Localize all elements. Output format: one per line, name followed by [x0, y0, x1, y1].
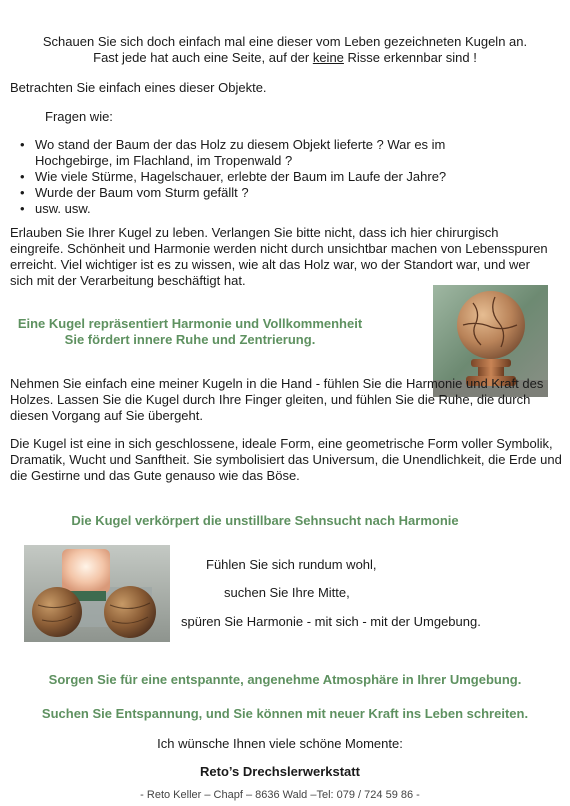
intro-line-2-start: Fast jede hat auch eine Seite, auf der — [93, 50, 313, 65]
questions-heading: Fragen wie: — [45, 109, 113, 124]
question-item: • usw. usw. — [35, 201, 570, 217]
wish-text: Ich wünsche Ihnen viele schöne Momente: — [157, 736, 403, 751]
intro-line-2 — [0, 50, 570, 66]
feel-line-2: suchen Sie Ihre Mitte, — [224, 585, 350, 600]
contact-line: - Reto Keller – Chapf – 8636 Wald –Tel: 079 / 724 59 86 - — [140, 789, 420, 801]
feel-line-3: spüren Sie Harmonie - mit sich - mit der Umgebung. — [181, 614, 481, 629]
photo-salt-lamp-with-spheres — [24, 545, 170, 642]
heading-relax: Suchen Sie Entspannung, und Sie können mit neuer Kraft ins Leben schreiten. — [41, 706, 529, 721]
intro-underlined-word: keine — [312, 50, 344, 65]
observe-text: Betrachten Sie einfach eines dieser Objekte. — [10, 80, 267, 95]
heading-harmony-1: Eine Kugel repräsentiert Harmonie und Vollkommenheit — [17, 316, 363, 331]
question-item: • Wurde der Baum vom Sturm gefällt ? — [35, 185, 570, 201]
paragraph-hand: Nehmen Sie einfach eine meiner Kugeln in die Hand - fühlen Sie die Harmonie und Kraft des Holzes. Lassen Sie die Kugel durch Ihre Finger gleiten, und fühlen Sie die Ruhe, die durch diesen Vorgang auf Sie übergeht. — [10, 376, 544, 423]
questions-list — [10, 137, 570, 217]
intro-line-1: Schauen Sie sich doch einfach mal eine dieser vom Leben gezeichneten Kugeln an. — [42, 34, 528, 49]
heading-atmosphere: Sorgen Sie für eine entspannte, angenehme Atmosphäre in Ihrer Umgebung. — [48, 672, 522, 687]
intro-line-2-end: Risse erkennbar sind ! — [343, 50, 477, 65]
question-item: • Wie viele Stürme, Hagelschauer, erlebte der Baum im Laufe der Jahre? — [35, 169, 570, 185]
heading-harmony-2: Sie fördert innere Ruhe und Zentrierung. — [64, 332, 316, 347]
question-item: • Wo stand der Baum der das Holz zu diesem Objekt lieferte ? War es im Hochgebirge, im Flachland, im Tropenwald ? — [35, 137, 525, 169]
feel-line-1: Fühlen Sie sich rundum wohl, — [206, 557, 377, 572]
paragraph-form: Die Kugel ist eine in sich geschlossene, ideale Form, eine geometrische Form voller Symbolik, Dramatik, Wucht und Sanftheit. Sie symbolisiert das Universum, die Unendlichkeit, die Erde und die Gestirne und das Gute genauso wie das Böse. — [10, 436, 562, 483]
company-name: Reto’s Drechslerwerkstatt — [200, 764, 360, 779]
paragraph-allow: Erlauben Sie Ihrer Kugel zu leben. Verlangen Sie bitte nicht, dass ich hier chirurgisch eingreife. Schönheit und Harmonie werden nicht durch unsichtbar machen von Lebensspuren erreicht. Viel wichtiger ist es zu wissen, wie alt das Holz war, wo der Standort war, und wer sich mit der Verarbeitung beschäftigt hat. — [10, 225, 548, 288]
heading-longing: Die Kugel verkörpert die unstillbare Sehnsucht nach Harmonie — [71, 513, 459, 528]
